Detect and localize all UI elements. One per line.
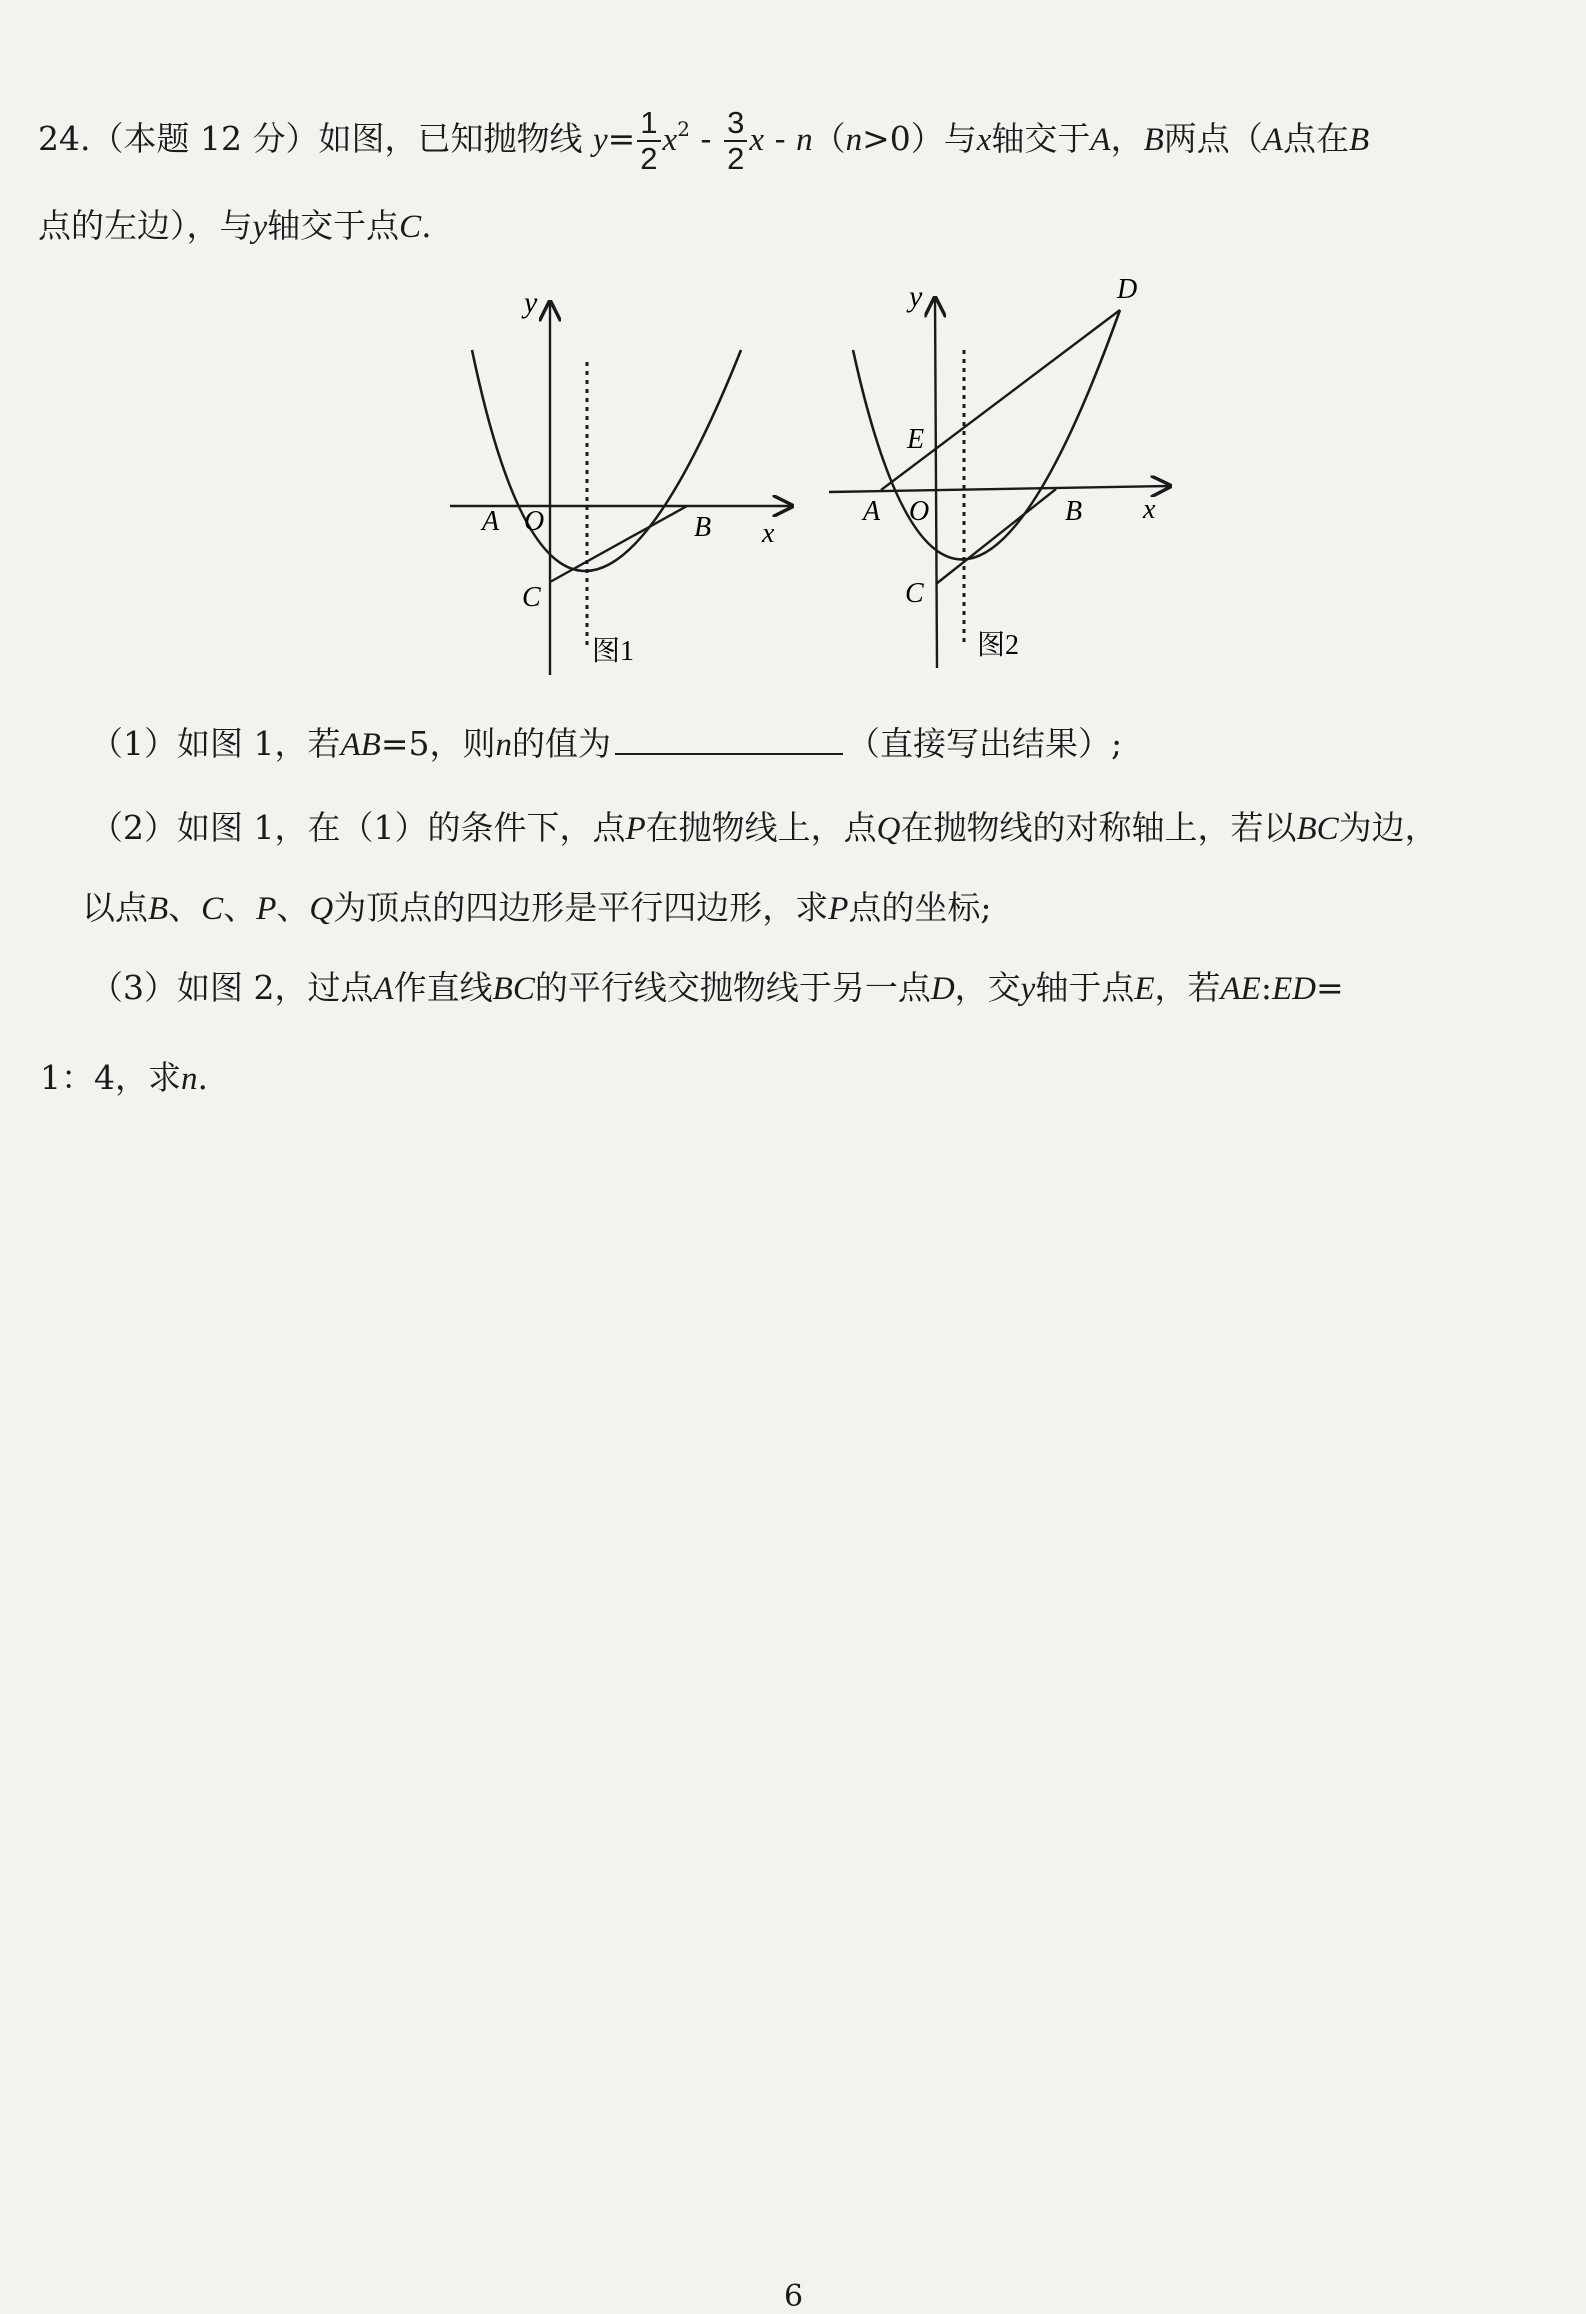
label-c: C xyxy=(905,578,924,609)
figure-1 xyxy=(440,280,800,690)
label-c: C xyxy=(522,582,541,613)
page-number: 6 xyxy=(784,2279,804,2314)
label-o: O xyxy=(524,506,545,537)
segment-bc xyxy=(936,489,1056,584)
y-axis xyxy=(935,298,937,668)
question-number: 24. xyxy=(38,119,91,158)
label-x: x xyxy=(762,518,775,549)
figure-2-caption: 图2 xyxy=(977,630,1020,661)
segment-bc xyxy=(550,506,687,582)
part-2-line-2: 以点B、C、P、Q为顶点的四边形是平行四边形，求P点的坐标; xyxy=(82,888,992,927)
label-b: B xyxy=(1065,496,1083,527)
x-axis xyxy=(829,486,1170,492)
part-2-line-1: （2）如图 1，在（1）的条件下，点P在抛物线上，点Q在抛物线的对称轴上，若以BC为边， xyxy=(90,808,1438,847)
question-line-1: 24.（本题 12 分）如图，已知抛物线 y= $\frac{1}{2}$ $x^2$ - $\frac{3}{2}$ x - n（n>0）与x轴交于A，B两点（A点在B xyxy=(38,105,1370,176)
part-1: （1）如图 1，若AB=5，则n的值为 （直接写出结果）; xyxy=(90,724,1123,763)
label-a: A xyxy=(482,506,500,537)
label-y: y xyxy=(909,280,923,313)
question-line-2: 点的左边），与y轴交于点C. xyxy=(38,206,432,245)
parabola-equation: y= $\frac{1}{2}$ $x^2$ - $\frac{3}{2}$ x - n xyxy=(592,105,813,176)
label-a: A xyxy=(863,496,881,527)
label-x: x xyxy=(1143,494,1156,525)
part-3-line-2: 1：4，求n. xyxy=(40,1058,208,1097)
figure-2 xyxy=(825,268,1185,678)
question-score: （本题 12 分） xyxy=(90,119,319,158)
answer-blank[interactable] xyxy=(615,723,843,755)
label-y: y xyxy=(524,286,538,319)
label-d: D xyxy=(1117,274,1138,305)
figure-1-caption: 图1 xyxy=(592,636,635,667)
part-3-line-1: （3）如图 2，过点A作直线BC的平行线交抛物线于另一点D，交y轴于点E，若AE:ED= xyxy=(90,968,1344,1007)
fraction-one-half: $\frac{1}{2}$ xyxy=(637,106,660,176)
label-e: E xyxy=(907,424,925,455)
label-o: O xyxy=(909,496,930,527)
label-b: B xyxy=(694,512,712,543)
fraction-three-halves: $\frac{3}{2}$ xyxy=(724,106,747,176)
